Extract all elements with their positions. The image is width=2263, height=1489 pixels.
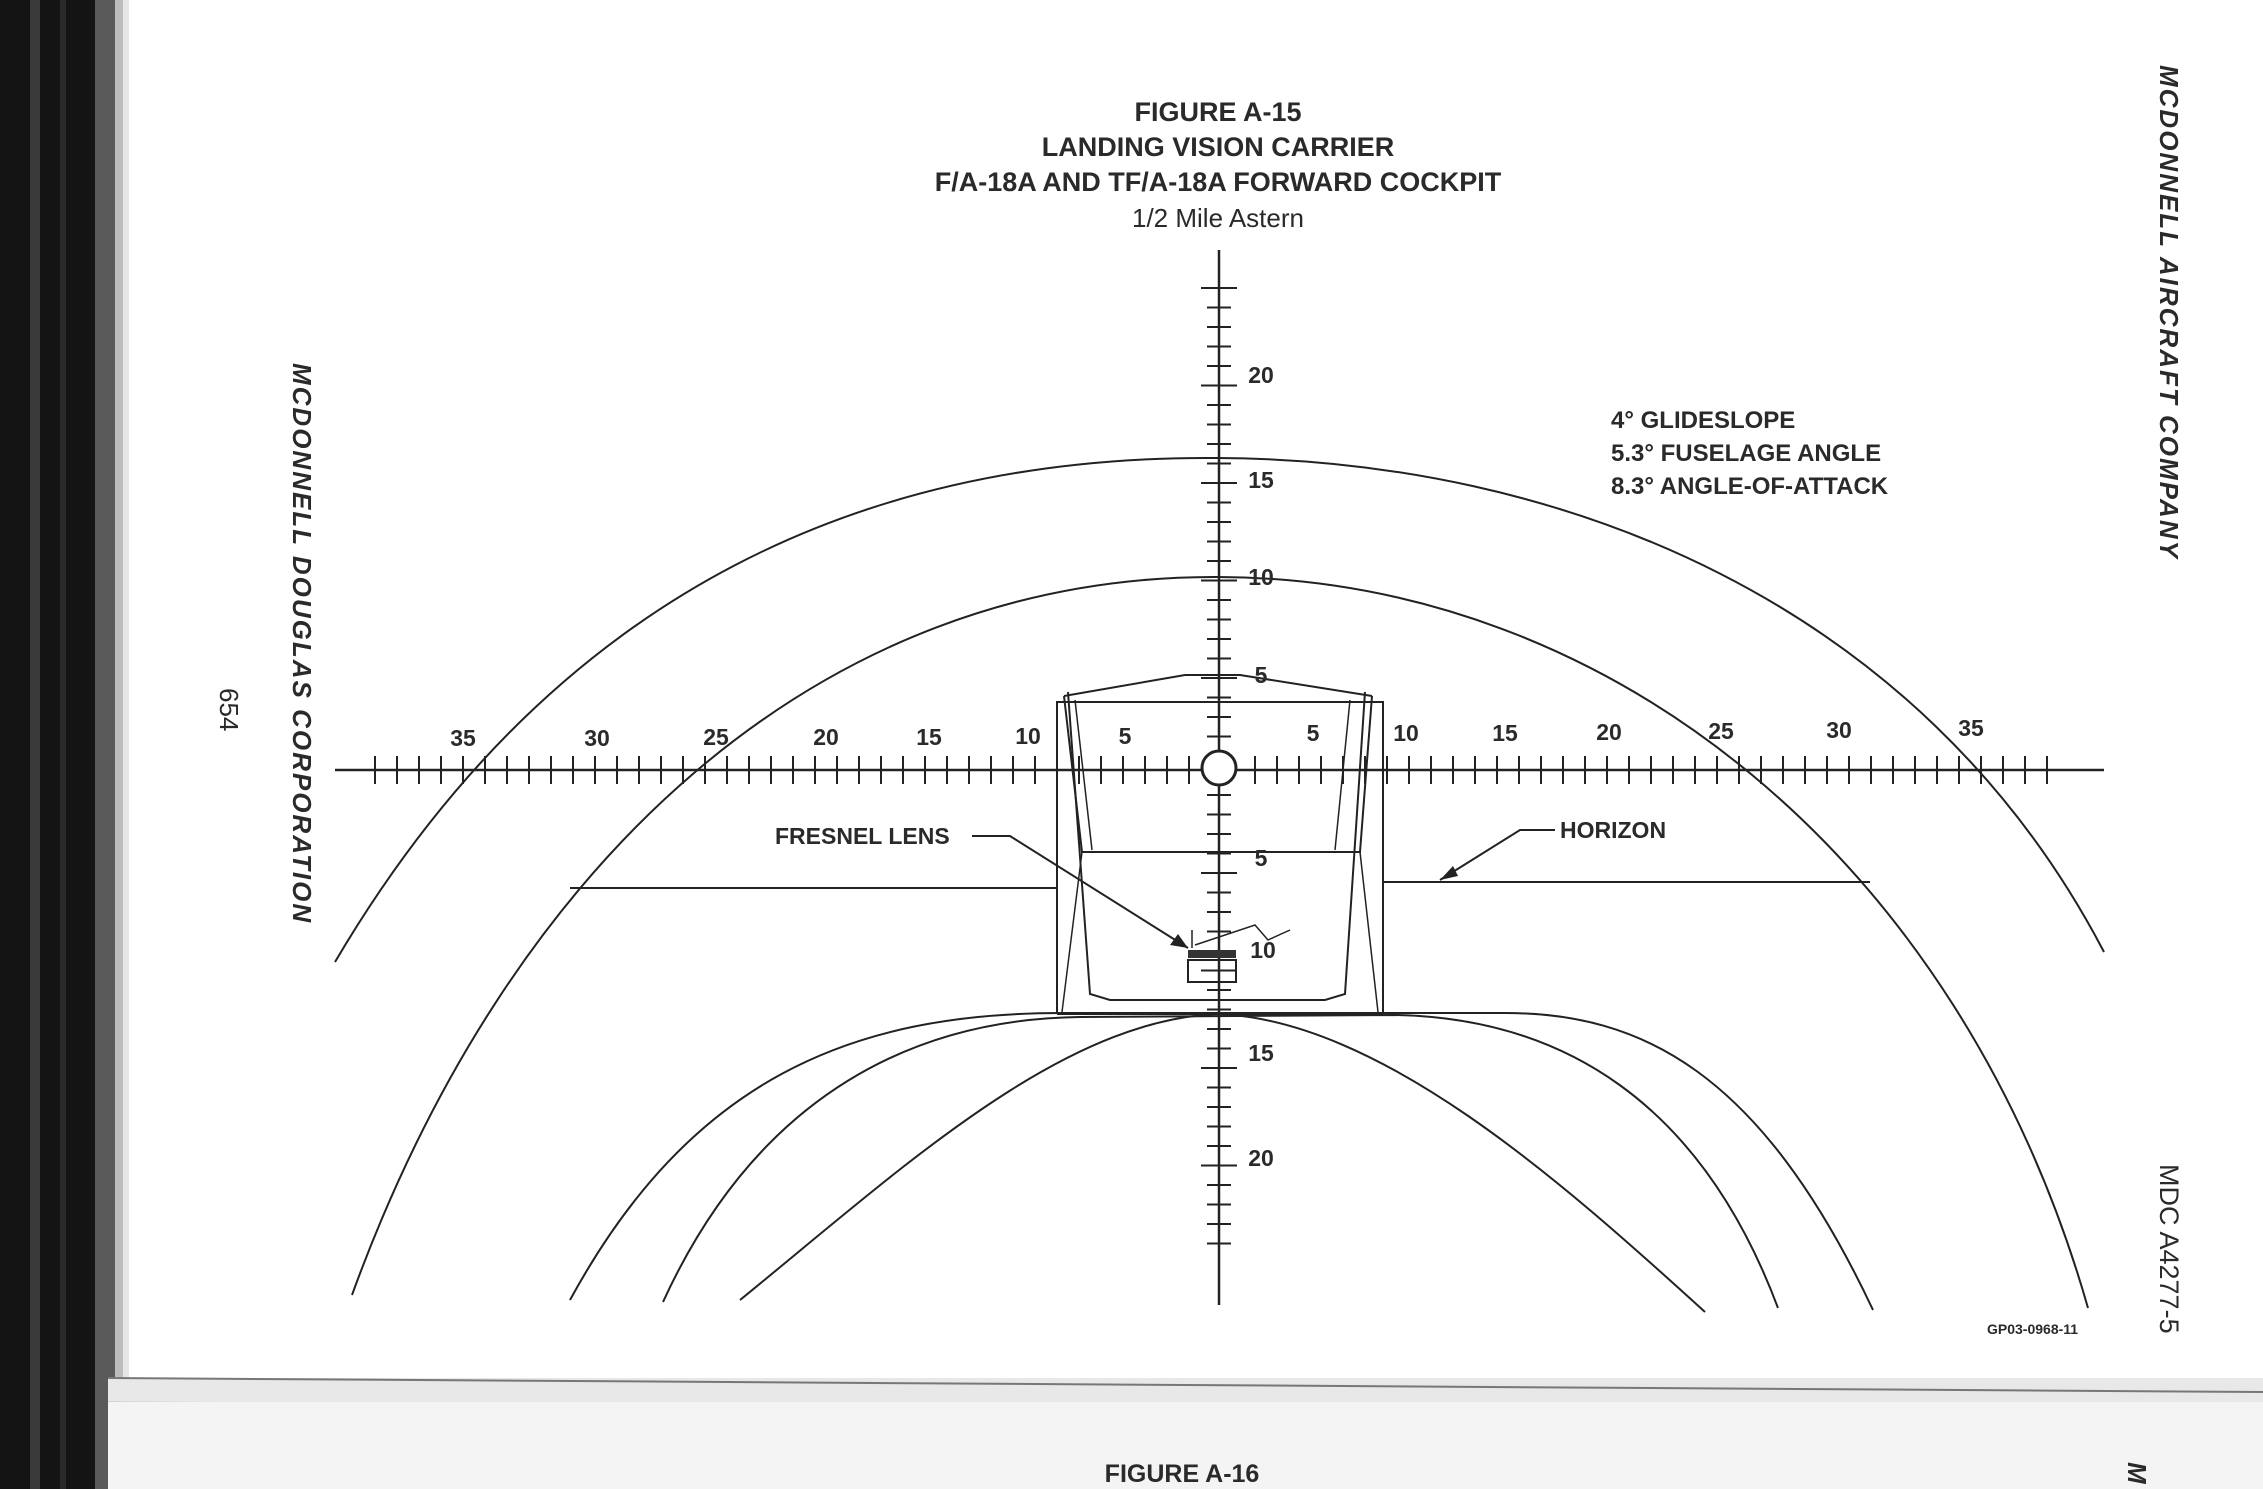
- deck-curve-outer: [570, 1013, 1873, 1310]
- glideslope-note: 4° GLIDESLOPE: [1611, 407, 1796, 434]
- h-label-right-30: 30: [1826, 717, 1852, 743]
- v-label-up-10: 10: [1248, 564, 1274, 590]
- horizon-label: HORIZON: [1560, 817, 1667, 843]
- v-label-up-20: 20: [1248, 362, 1274, 388]
- h-label-left-15: 15: [916, 724, 942, 750]
- v-label-down-10: 10: [1250, 937, 1276, 963]
- condition-notes: [1611, 407, 1889, 500]
- horizon-callout: [1440, 817, 1666, 880]
- h-label-right-35: 35: [1958, 715, 1984, 741]
- graphic-reference: GP03-0968-11: [1987, 1321, 2079, 1337]
- fresnel-lens-callout: [775, 823, 1188, 948]
- deck-curve-inner: [740, 1014, 1705, 1312]
- h-label-right-5: 5: [1306, 720, 1320, 746]
- fresnel-lens-label: FRESNEL LENS: [775, 823, 950, 849]
- figure-subtitle: 1/2 Mile Astern: [1132, 203, 1304, 233]
- figure-number: FIGURE A-15: [1134, 97, 1302, 127]
- v-label-down-5: 5: [1254, 845, 1268, 871]
- h-label-left-35: 35: [450, 725, 476, 751]
- document-id: MDC A4277-5: [2154, 1164, 2184, 1334]
- right-company-name: MCDONNELL AIRCRAFT COMPANY: [2154, 65, 2184, 560]
- carrier-deck-curves: [570, 1013, 1873, 1312]
- v-label-down-15: 15: [1248, 1040, 1274, 1066]
- deck-curve-middle: [663, 1015, 1778, 1308]
- v-label-up-5: 5: [1254, 662, 1268, 688]
- aim-point-circle: [1202, 751, 1236, 785]
- figure-title-line2: F/A-18A AND TF/A-18A FORWARD COCKPIT: [934, 167, 1502, 197]
- next-figure-title: FIGURE A-16: [1104, 1460, 1260, 1488]
- h-label-left-30: 30: [584, 725, 610, 751]
- fuselage-angle-note: 5.3° FUSELAGE ANGLE: [1611, 440, 1882, 467]
- left-company-name: MCDONNELL DOUGLAS CORPORATION: [287, 363, 317, 925]
- h-label-right-25: 25: [1708, 718, 1734, 744]
- horizontal-scale-labels: [450, 715, 1984, 751]
- h-label-right-10: 10: [1393, 720, 1419, 746]
- page-number: 654: [214, 688, 244, 732]
- binding-edge: [0, 0, 129, 1489]
- h-label-left-5: 5: [1118, 723, 1132, 749]
- h-label-right-15: 15: [1492, 720, 1518, 746]
- h-label-left-25: 25: [703, 724, 729, 750]
- h-label-left-10: 10: [1015, 723, 1041, 749]
- h-label-right-20: 20: [1596, 719, 1622, 745]
- v-label-up-15: 15: [1248, 467, 1274, 493]
- v-label-down-20: 20: [1248, 1145, 1274, 1171]
- title-block: [935, 97, 1502, 233]
- figure-title-line1: LANDING VISION CARRIER: [1041, 132, 1395, 162]
- h-label-left-20: 20: [813, 724, 839, 750]
- angle-of-attack-note: 8.3° ANGLE-OF-ATTACK: [1611, 473, 1889, 500]
- next-page-fragment: M: [2122, 1462, 2152, 1486]
- vertical-scale-labels: [1248, 362, 1276, 1171]
